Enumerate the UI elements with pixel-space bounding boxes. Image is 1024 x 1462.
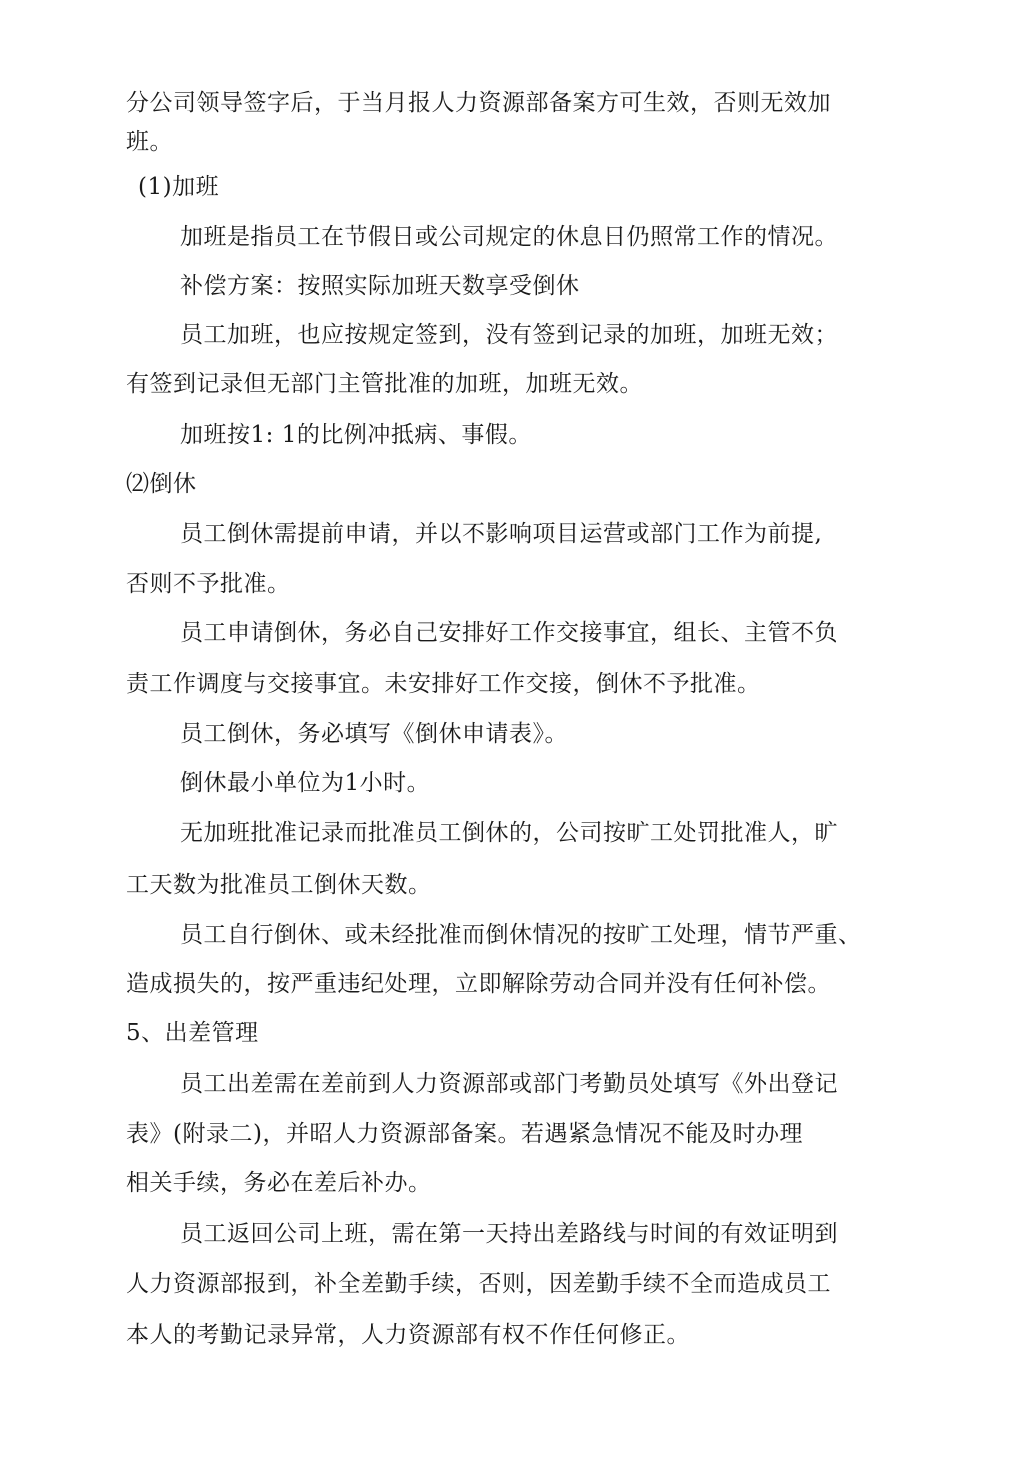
paragraph-line: 无加班批准记录而批准员工倒休的，公司按旷工处罚批准人，旷 xyxy=(180,820,838,846)
paragraph-line: 员工申请倒休，务必自己安排好工作交接事宜，组长、主管不负 xyxy=(180,620,838,646)
paragraph-line: 员工自行倒休、或未经批准而倒休情况的按旷工处理，情节严重、 xyxy=(180,922,862,948)
paragraph-line: 员工出差需在差前到人力资源部或部门考勤员处填写《外出登记 xyxy=(180,1071,838,1097)
paragraph-line: 员工倒休需提前申请，并以不影响项目运营或部门工作为前提, xyxy=(180,521,823,547)
paragraph-line: 补偿方案：按照实际加班天数享受倒休 xyxy=(180,273,580,299)
paragraph-line: 表》(附录二)，并昭人力资源部备案。若遇紧急情况不能及时办理 xyxy=(126,1121,803,1147)
paragraph-line: 有签到记录但无部门主管批准的加班，加班无效。 xyxy=(126,371,643,397)
paragraph-line: 相关手续，务必在差后补办。 xyxy=(126,1170,432,1196)
paragraph-line: 班。 xyxy=(126,129,173,155)
section-heading-business-travel: 5、出差管理 xyxy=(126,1020,259,1046)
paragraph-line: 造成损失的，按严重违纪处理，立即解除劳动合同并没有任何补偿。 xyxy=(126,971,831,997)
paragraph-line: 倒休最小单位为1小时。 xyxy=(180,770,431,796)
section-heading-overtime: (1)加班 xyxy=(138,174,220,200)
section-heading-compensatory-leave: ⑵倒休 xyxy=(126,471,197,497)
paragraph-line: 本人的考勤记录异常，人力资源部有权不作任何修正。 xyxy=(126,1322,690,1348)
paragraph-line: 否则不予批准。 xyxy=(126,571,291,597)
paragraph-line: 员工加班，也应按规定签到，没有签到记录的加班，加班无效； xyxy=(180,322,838,348)
paragraph-line: 加班是指员工在节假日或公司规定的休息日仍照常工作的情况。 xyxy=(180,224,838,250)
paragraph-line: 员工返回公司上班，需在第一天持出差路线与时间的有效证明到 xyxy=(180,1221,838,1247)
paragraph-line: 加班按1: 1的比例冲抵病、事假。 xyxy=(180,422,532,448)
paragraph-line: 分公司领导签字后，于当月报人力资源部备案方可生效，否则无效加 xyxy=(126,90,831,116)
paragraph-line: 工天数为批准员工倒休天数。 xyxy=(126,872,432,898)
paragraph-line: 人力资源部报到，补全差勤手续，否则，因差勤手续不全而造成员工 xyxy=(126,1271,831,1297)
paragraph-line: 员工倒休，务必填写《倒休申请表》。 xyxy=(180,721,568,747)
paragraph-line: 责工作调度与交接事宜。未安排好工作交接，倒休不予批准。 xyxy=(126,671,761,697)
